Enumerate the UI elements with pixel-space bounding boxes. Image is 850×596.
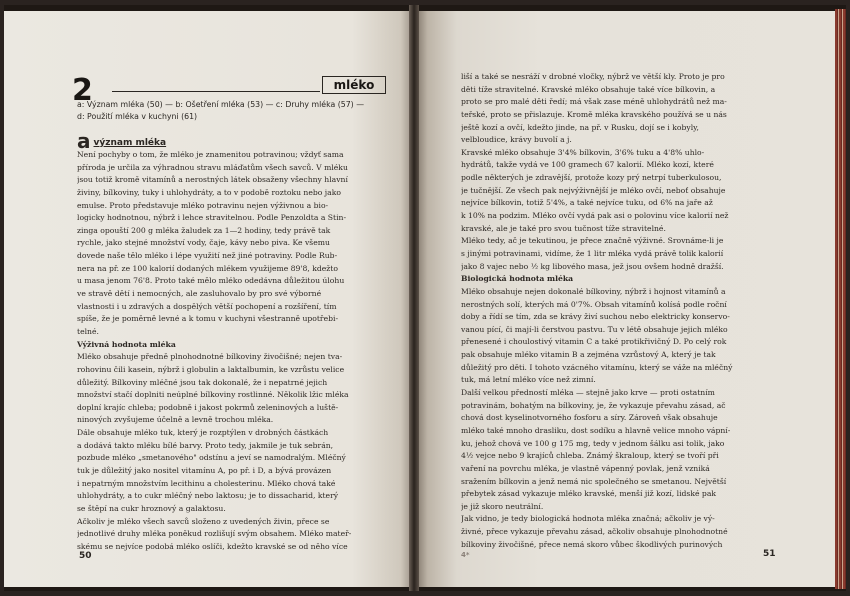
- body-line: teřské, proto se přislazuje. Kromě mléka kravského používá se u nás: [461, 109, 727, 119]
- right-page: [415, 11, 835, 587]
- body-line: i nepatrným množstvím lecithinu a cholesterinu. Mléko chová také: [77, 478, 336, 488]
- body-line: tuk, má letní mléko více než zimní.: [461, 375, 596, 385]
- subsection-heading: Biologická hodnota mléka: [461, 274, 574, 284]
- chapter-number: 2: [72, 73, 93, 108]
- page-number-left: 50: [79, 551, 92, 561]
- body-line: doplní krajíc chleba; podobně i jakost pokrmů zeleninových a luště-: [77, 402, 339, 412]
- toc-line: d: Použití mléka v kuchyni (61): [77, 112, 198, 121]
- body-line: bílkoviny živočišné, přece nemá skoro vůbec škodlivých purinových: [461, 539, 723, 549]
- page-number-right: 51: [763, 549, 776, 559]
- body-line: velbloudice, krávy buvolí a j.: [461, 135, 572, 145]
- body-line: ještě kozí a ovčí, kdežto jinde, na př. v Rusku, dojí se i kobyly,: [461, 122, 699, 132]
- body-line: potravinám, bohatým na bílkoviny, je, že vykazuje převahu zásad, ač: [461, 400, 726, 410]
- body-line: liší a také se nesráží v drobné vločky, nýbrž ve větší kly. Proto je pro: [461, 72, 725, 81]
- body-line: děti tíže stravitelné. Kravské mléko obsahuje také více bílkovin, a: [461, 84, 716, 94]
- chapter-title: mléko: [322, 76, 386, 94]
- body-line: 4½ vejce nebo 9 krajíců chleba. Známý škraloup, který se tvoří při: [461, 451, 719, 461]
- body-line: ku, jehož chová ve 100 g 175 mg, tedy v jednom šálku asi tolik, jako: [461, 438, 725, 448]
- signature-mark: 4*: [461, 551, 470, 559]
- right-page-body: [461, 71, 773, 551]
- body-line: dovede naše tělo mléko i lépe využití než jiné potraviny. Podle Rub-: [77, 251, 338, 261]
- toc-line: a: Význam mléka (50) — b: Ošetření mléka (53) — c: Druhy mléka (57) —: [77, 100, 364, 109]
- body-line: ninových zvyšujeme účelně a levně trochou mléka.: [77, 415, 274, 425]
- body-line: tuk je důležitý jako nositel vitamínu A, po př. i D, a bývá provázen: [77, 466, 332, 476]
- body-line: důležitý pro děti. I tohoto vzácného vitamínu, který se váže na mléčný: [461, 362, 733, 372]
- body-line: pozbude mléko „smetanového" odstínu a jeví se namodralým. Mléčný: [77, 453, 346, 463]
- body-line: sražením bílkovin a jenž nemá nic společného se smetanou. Největší: [461, 476, 727, 486]
- body-line: rychle, jako stejné množství vody, čaje, kávy nebo piva. Ke všemu: [77, 238, 330, 248]
- body-line: skému se nejvíce podobá mléko oslíči, kdežto kravské se od něho více: [77, 541, 348, 551]
- body-line: nejvíce bílkovin, totiž 5'4%, a také nejvíce tuku, od 6% na jaře až: [461, 198, 713, 208]
- body-line: Jak vidno, je tedy biologická hodnota mléka značná; ačkoliv je vý-: [461, 514, 715, 524]
- body-line: množství stačí doplniti neúplné bílkoviny rostlinné. Několik lžic mléka: [77, 390, 349, 400]
- body-line: přebytek zásad vykazuje mléko kravské, menší již kozí, lidské pak: [461, 489, 716, 499]
- body-line: Další velkou předností mléka — stejně jako krve — proti ostatním: [461, 388, 715, 398]
- chapter-rule: [112, 91, 320, 92]
- body-line: živné, přece vykazuje převahu zásad, ačkoliv obsahuje plnohodnotné: [461, 527, 728, 537]
- body-line: s jinými potravinami, vidíme, že 1 litr mléka vydá právě tolik kalorií: [461, 248, 724, 258]
- body-line: Ačkoliv je mléko všech savců složeno z uvedených živin, přece se: [77, 516, 330, 526]
- body-line: se štěpí na cukr hroznový a galaktosu.: [77, 503, 226, 513]
- body-line: důležitý. Bílkoviny mléčné jsou tak dokonalé, že i nepatrné jejich: [77, 377, 328, 387]
- section-title: význam mléka: [93, 138, 167, 148]
- body-line: doby a řídí se tím, zda se krávy živí suchou nebo elektricky konservo-: [461, 312, 730, 322]
- body-line: jako 8 vajec nebo ½ kg libového masa, jež jsou ovšem hodně dražší.: [461, 261, 724, 271]
- body-line: pak obsahuje mléko vitamin B a zejména vzrůstový A, který je tak: [461, 350, 716, 360]
- body-line: hydrátů, takže vydá ve 100 gramech 67 kalorií. Mléko kozí, které: [461, 160, 714, 170]
- body-line: nera na př. ze 100 kalorií dodaných mlékem využijeme 89'8, kdežto: [77, 263, 338, 273]
- body-line: uhlohydráty, a to cukr mléčný nebo laktosu; je to dissacharid, který: [77, 491, 339, 501]
- body-line: rohovinu čili kasein, nýbrž i globulin a laktalbumin, ke vzrůstu velice: [77, 364, 345, 374]
- book-gutter: [409, 5, 419, 591]
- body-line: Mléko obsahuje předně plnohodnotné bílkoviny živočišné; nejen tva-: [77, 352, 343, 362]
- body-line: chová dost kyselinotvorného fosforu a síry. Zároveň však obsahuje: [461, 413, 718, 423]
- body-line: Mléko obsahuje nejen dokonalé bílkoviny, nýbrž i hojnost vitamínů a: [461, 286, 726, 296]
- body-line: vanou pící, či mají-li čerstvou pastvu. Tu v létě obsahuje jejich mléko: [461, 324, 728, 334]
- left-page-body: [77, 149, 389, 554]
- body-line: emulse. Proto představuje mléko potravinu nejen výživnou a bio-: [77, 200, 329, 210]
- body-line: spíše, že je poměrně levné a k tomu v kuchyni všestranně upotřebi-: [77, 314, 339, 324]
- body-line: nerostných solí, kterých má 0'7%. Obsah vitamínů kolísá podle roční: [461, 299, 727, 309]
- body-line: Dále obsahuje mléko tuk, který je rozptýlen v drobných částkách: [77, 428, 329, 438]
- body-line: vaření na povrchu mléka, je vlastně vápenný povlak, jenž vzniká: [461, 463, 710, 473]
- body-line: a dodává takto mléku bílé barvy. Proto tedy, jakmile je tuk sebrán,: [77, 440, 334, 450]
- body-line: ve stravě dětí i nemocných, ale zasluhovalo by pro své výborné: [77, 289, 322, 299]
- body-line: jednotlivé druhy mléka poněkud rozlišují svým obsahem. Mléko mateř-: [77, 529, 352, 539]
- body-line: logicky hodnotnou, nýbrž i lehce stravitelnou. Podle Penzoldta a Stin-: [77, 213, 347, 223]
- body-line: živiny, bílkoviny, tuky i uhlohydráty, a to v podobě roztoku nebo jako: [77, 187, 341, 197]
- body-line: je již skoro neutrální.: [461, 501, 544, 511]
- body-line: Mléko tedy, ač je tekutinou, je přece značně výživné. Srovnáme-li je: [461, 236, 724, 246]
- body-line: vlastnosti i u zdravých a dospělých větší pochopení a rozšíření, tím: [77, 301, 337, 311]
- body-line: telné.: [77, 326, 99, 336]
- body-line: Kravské mléko obsahuje 3'4% bílkovin, 3'6% tuku a 4'8% uhlo-: [461, 147, 705, 157]
- body-line: proto se pro malé děti ředí; má však zase méně uhlohydrátů než ma-: [461, 97, 727, 107]
- body-line: příroda je určila za výhradnou stravu mláďatům všech savců. V mléku: [77, 162, 348, 172]
- subsection-heading: Výživná hodnota mléka: [77, 339, 176, 349]
- left-page: [4, 11, 413, 587]
- body-line: k 10% na podzim. Mléko ovčí vydá pak asi o polovinu více kalorií než: [461, 211, 729, 221]
- body-line: je tučnější. Ze všech pak nejvýživnější je mléko ovčí, neboť obsahuje: [461, 185, 726, 195]
- body-line: u masa jenom 76'8. Proto také mělo mléko odedávna důležitou úlohu: [77, 276, 345, 286]
- book-edge: [835, 9, 846, 589]
- body-line: mléko také mnoho drasliku, dost sodíku a hlavně velice mnoho vápní-: [461, 425, 731, 435]
- body-line: podle některých je zdravější, protože kozy prý netrpí tuberkulosou,: [461, 173, 722, 183]
- body-line: přenesené i choulostivý vitamin C a také protikřivičný D. Po celý rok: [461, 337, 727, 347]
- body-line: jsou totiž kromě vitamínů a nerostných látek obsaženy všechny hlavní: [77, 175, 348, 185]
- chapter-contents: [77, 99, 387, 123]
- body-line: zinga opouští 200 g mléka žaludek za 1—2 hodiny, tedy právě tak: [77, 225, 331, 235]
- body-line: kravské, ale je také pro svou tučnost tíže stravitelné.: [461, 223, 666, 233]
- open-book: [4, 5, 846, 591]
- section-letter: a: [77, 129, 91, 153]
- body-line: Není pochyby o tom, že mléko je znamenitou potravinou; vždyť sama: [77, 150, 344, 159]
